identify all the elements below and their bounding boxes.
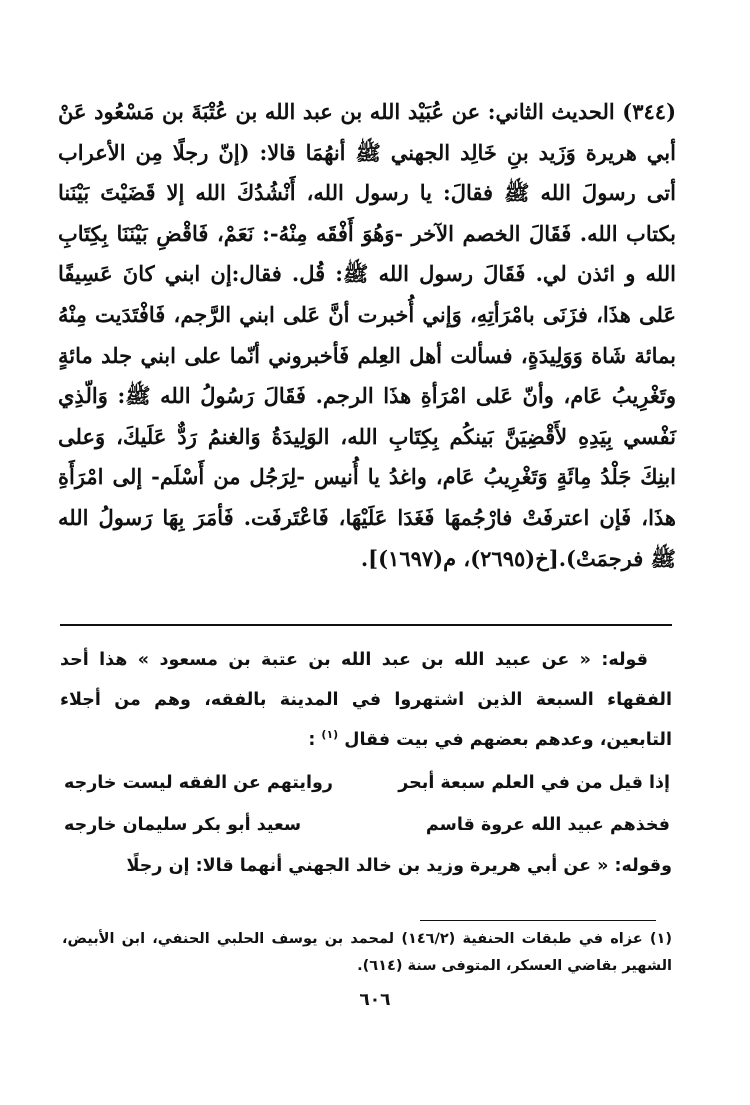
verse-first-hemistich: إذا قيل من في العلم سبعة أبحر — [398, 773, 670, 793]
hadith-text: (٣٤٤) الحديث الثاني: عن عُبَيْد الله بن عبد الله بن عُتْبَةَ بن مَسْعُود عَنْ أبي هريرة وَزَيد بنِ خَالِد الجهني ﷺ أنهُمَا قالا: (إنّ رجلًا مِن الأعراب أتى رسولَ الله ﷺ فقالَ: يا رسول الله، أَنْشُدُكَ الله إلا قَضَيْتَ بَيْنَنا بكتاب الله. فَقَالَ الخصم الآخر -وَهُوَ أَفْقَه مِنْهُ-: نَعَمْ، فَاقْضِ بَيْنَنَا بِكِتَابِ الله و ائذن لي. فَقَالَ رسول الله ﷺ: قُل. فقال:إن ابني كانَ عَسِيفًا عَلى هذَا، فزَنَى بامْرَأتِهِ، وَإني أُخبرت أنَّ عَلى ابني الرَّجم، فَافْتَدَيت مِنْهُ بمائة شَاة وَوَلِيدَةٍ، فسألت أهل العِلم فَأخبروني أنّما على ابني جلد مائةٍ وتَغْرِيبُ عَام، وأنّ عَلى امْرَأةِ هذَا الرجم. فَقَالَ رَسُولُ الله ﷺ: وَالّذِي نَفْسي بِيَدِهِ لأَقْضِيَنَّ بَينكُم بِكِتَابِ الله، الوَلِيدَةُ وَالغنمُ رَدٌّ عَلَيكَ، وَعلى ابنِكَ جَلْدُ مِائَةٍ وَتَغْرِيبُ عَام، واغدُ يا أُنيس -لِرَجُل من أَسْلَم- إلى امْرَأَةِ هذَا، فَإن اعترفَتْ فارْجُمهَا فَغَدَا عَلَيْهَا، فَاعْتَرفَت. فَأمَرَ بِهَا رَسولُ الله ﷺ فرجمَتْ).[خ(٢٦٩٥)، م(١٦٩٧)]. — [58, 99, 676, 571]
page-number: ٦٠٦ — [359, 990, 391, 1010]
verse-second-hemistich: روايتهم عن الفقه ليست خارجه — [64, 773, 333, 793]
footnote-divider — [420, 920, 656, 921]
verse-line — [64, 804, 670, 846]
commentary-paragraph — [60, 640, 672, 760]
commentary-block — [60, 640, 672, 760]
commentary-colon: : — [308, 730, 316, 750]
commentary-continuation: وقوله: « عن أبي هريرة وزيد بن خالد الجهني أنهما قالا: إن رجلًا — [126, 856, 672, 876]
poem-verses — [64, 762, 670, 846]
commentary-text: قوله: « عن عبيد الله بن عبد الله بن عتبة بن مسعود » هذا أحد الفقهاء السبعة الذين اشتهروا في المدينة بالفقه، وهم من أجلاء التابعين، وعدهم بعضهم في بيت فقال — [60, 650, 672, 750]
verse-line — [64, 762, 670, 804]
verse-first-hemistich: فخذهم عبيد الله عروة قاسم — [425, 815, 670, 835]
verse-second-hemistich: سعيد أبو بكر سليمان خارجه — [64, 815, 302, 835]
footnote-text: (١) عزاه في طبقات الحنفية (١٤٦/٢) لمحمد بن يوسف الحلبي الحنفي، ابن الأبيض، الشهير بقاضي العسكر، المتوفى سنة (٦١٤). — [62, 931, 673, 974]
section-divider — [60, 624, 672, 626]
footnote-marker[interactable]: (١) — [321, 728, 339, 742]
